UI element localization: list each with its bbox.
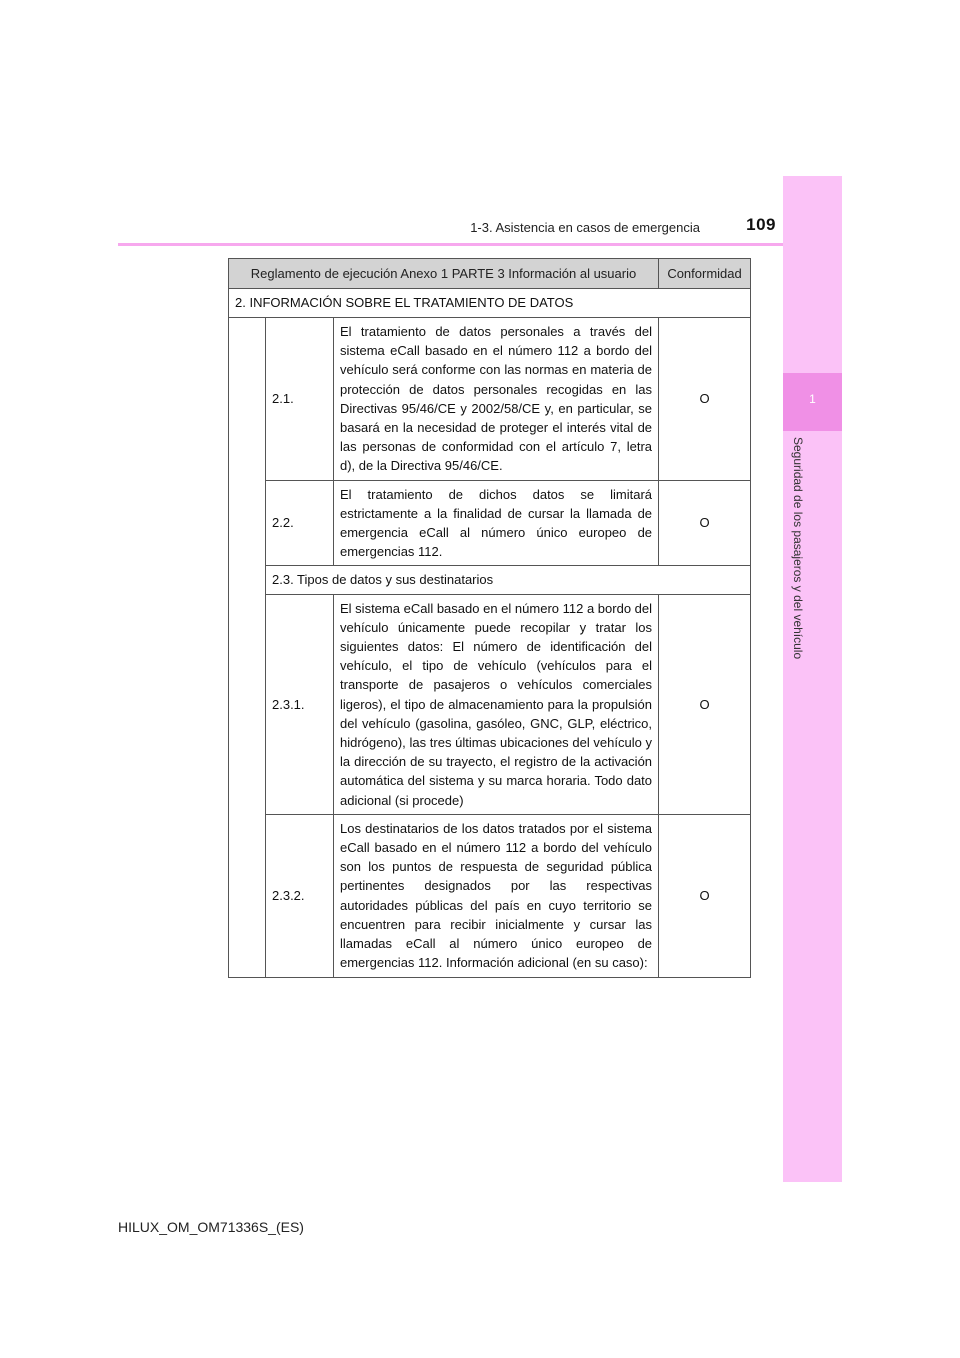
table-row xyxy=(229,480,751,566)
table-row xyxy=(229,814,751,977)
table-row xyxy=(229,566,751,594)
header-regulation: Reglamento de ejecución Anexo 1 PARTE 3 Información al usuario xyxy=(229,259,659,289)
row-text: El tratamiento de datos personales a través del sistema eCall basado en el número 112 a bordo del vehículo será conforme con las normas en materia de protección de datos personales recogidas en las Directivas 95/46/CE y 2002/58/CE y, en particular, se basará en la necesidad de proteger el interés vital de las personas de conformidad con el artículo 7, letra d), de la Directiva 95/46/CE. xyxy=(334,318,659,481)
row-text: Los destinatarios de los datos tratados por el sistema eCall basado en el número 112 a bordo del vehículo son los puntos de respuesta de seguridad pública pertinentes designados por las respectivas autoridades públicas del país en cuyo territorio se encuentren para recibir inicialmente y cursar las llamadas eCall al número único europeo de emergencias 112. Información adicional (en su caso): xyxy=(334,814,659,977)
running-header-section: 1-3. Asistencia en casos de emergencia xyxy=(470,220,700,235)
chapter-tab-number: 1 xyxy=(809,392,816,406)
header-conformity: Conformidad xyxy=(659,259,751,289)
table-row xyxy=(229,289,751,318)
table-row xyxy=(229,318,751,481)
row-number: 2.1. xyxy=(266,318,334,481)
header-divider xyxy=(118,243,842,246)
footer-document-code: HILUX_OM_OM71336S_(ES) xyxy=(118,1219,304,1235)
row-conformity: O xyxy=(659,480,751,566)
chapter-side-title: Seguridad de los pasajeros y del vehículo xyxy=(791,437,805,660)
subsection-title: 2.3. Tipos de datos y sus destinatarios xyxy=(266,566,751,594)
row-number: 2.2. xyxy=(266,480,334,566)
row-text: El tratamiento de dichos datos se limitará estrictamente a la finalidad de cursar la llamada de emergencia eCall al número único europeo de emergencias 112. xyxy=(334,480,659,566)
row-text: El sistema eCall basado en el número 112 a bordo del vehículo únicamente puede recopilar y tratar los siguientes datos: El número de identificación del vehículo, el tipo de vehículo (vehículos para el transporte de pasajeros o vehículos comerciales ligeros), el tipo de almacenamiento para la propulsión del vehículo (gasolina, gasóleo, GNC, GLP, eléctrico, hidrógeno), las tres últimas ubicaciones del vehículo y la dirección de su trayecto, el registro de la activación automática del sistema y su marca horaria. Todo dato adicional (si procede) xyxy=(334,594,659,814)
row-number: 2.3.1. xyxy=(266,594,334,814)
table-row xyxy=(229,594,751,814)
page-number: 109 xyxy=(746,215,776,234)
regulation-table xyxy=(228,258,751,978)
row-conformity: O xyxy=(659,594,751,814)
row-conformity: O xyxy=(659,814,751,977)
row-conformity: O xyxy=(659,318,751,481)
indent-cell xyxy=(229,318,266,978)
row-number: 2.3.2. xyxy=(266,814,334,977)
table-header-row xyxy=(229,259,751,289)
section-title: 2. INFORMACIÓN SOBRE EL TRATAMIENTO DE DATOS xyxy=(229,289,751,318)
